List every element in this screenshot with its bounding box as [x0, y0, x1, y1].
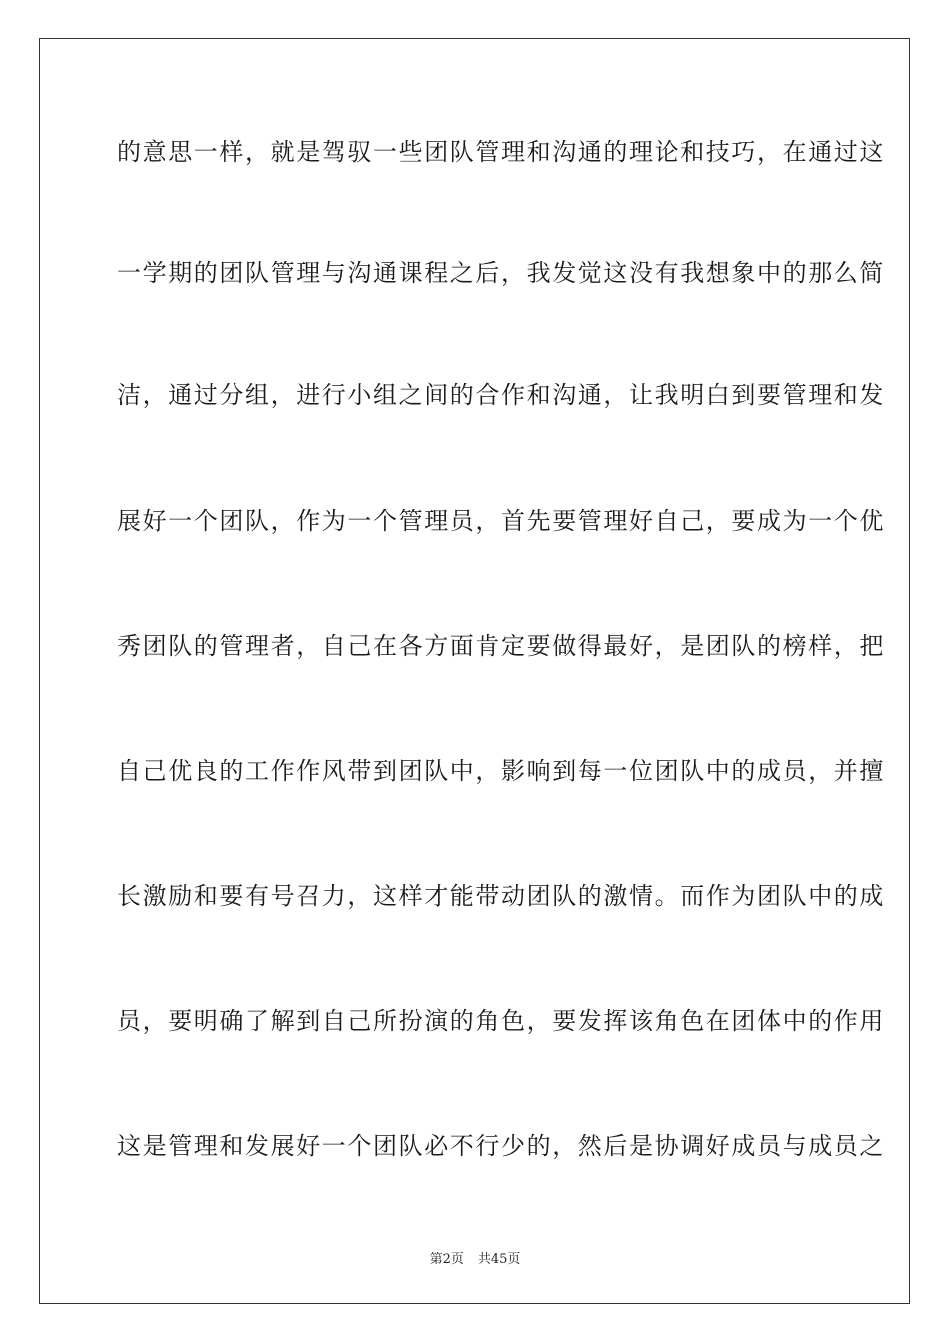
body-text-line: 的意思一样，就是驾驭一些团队管理和沟通的理论和技巧，在通过这: [117, 138, 885, 166]
body-text-line: 洁，通过分组，进行小组之间的合作和沟通，让我明白到要管理和发: [117, 381, 885, 409]
body-text-line: 展好一个团队，作为一个管理员，首先要管理好自己，要成为一个优: [117, 507, 885, 535]
page-border: [39, 38, 910, 1304]
body-text-line: 这是管理和发展好一个团队必不行少的，然后是协调好成员与成员之: [117, 1132, 885, 1160]
current-page-number: 第2页: [429, 1252, 464, 1267]
body-text-line: 自己优良的工作作风带到团队中，影响到每一位团队中的成员，并擅: [117, 757, 885, 785]
body-text-line: 秀团队的管理者，自己在各方面肯定要做得最好，是团队的榜样，把: [117, 632, 885, 660]
body-text-line: 一学期的团队管理与沟通课程之后，我发觉这没有我想象中的那么简: [117, 259, 885, 287]
body-text-line: 员，要明确了解到自己所扮演的角色，要发挥该角色在团体中的作用: [117, 1007, 885, 1035]
page-footer: [0, 1248, 950, 1267]
total-page-count: 共45页: [477, 1252, 521, 1267]
body-text-line: 长激励和要有号召力，这样才能带动团队的激情。而作为团队中的成: [117, 882, 885, 910]
